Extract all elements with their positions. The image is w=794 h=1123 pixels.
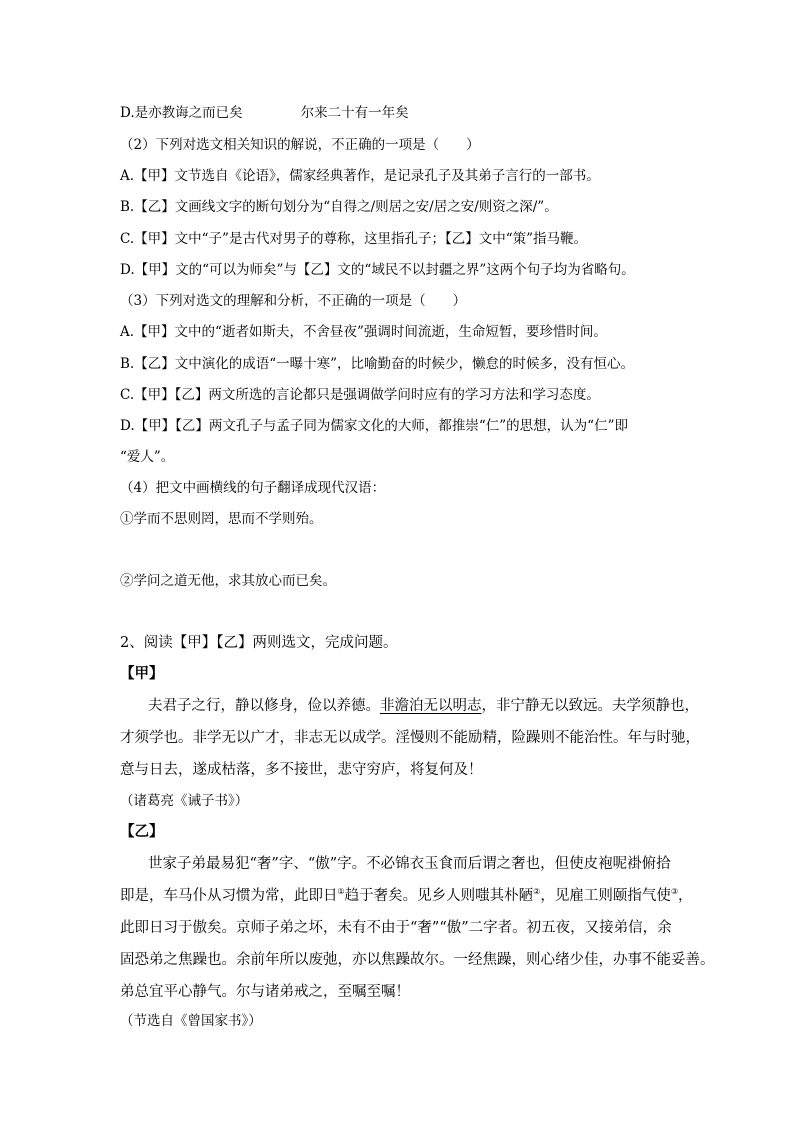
q4-sentence-2: ②学问之道无他，求其放心而已矣。 xyxy=(120,573,336,589)
jia-label: 【甲】 xyxy=(120,665,164,682)
q3-option-d-line2: “爱人”。 xyxy=(120,449,175,465)
yi-source: （节选自《曾国家书》） xyxy=(120,1013,262,1029)
jia-paragraph-line3: 意与日去，遂成枯落，多不接世，悲守穷庐，将复何及！ xyxy=(120,762,483,778)
q3-option-c: C.【甲】【乙】两文所选的言论都只是强调做学问时应有的学习方法和学习态度。 xyxy=(120,387,600,403)
q1-option-d-left: D.是亦教诲之而已矣 xyxy=(120,105,243,121)
q3-stem: （3）下列对选文的理解和分析，不正确的一项是（ ） xyxy=(120,293,467,309)
jia-paragraph-line2: 才须学也。非学无以广才，非志无以成学。淫慢则不能励精，险躁则不能治性。年与时驰， xyxy=(120,730,700,746)
q2-option-a: A.【甲】文节选自《论语》，儒家经典著作，是记录孔子及其弟子言行的一部书。 xyxy=(120,168,600,184)
q4-sentence-1: ①学而不思则罔，思而不学则殆。 xyxy=(120,511,323,527)
jia-source: （诸葛亮《诫子书》） xyxy=(120,793,249,809)
yi-paragraph-line2: 即是，车马仆从习惯为常，此即日①趋于奢矣。见乡人则嗤其朴陋②，见雇工则颐指气使③， xyxy=(120,887,693,904)
q1-option-d xyxy=(120,104,409,122)
yi-paragraph-line1: 世家子弟最易犯“奢”字、“傲”字。不必锦衣玉食而后谓之奢也，但使皮袍呢褂俯拾 xyxy=(148,856,671,872)
footnote-2: ② xyxy=(533,887,541,897)
yi-label: 【乙】 xyxy=(120,823,164,840)
q2-stem: （2）下列对选文相关知识的解说，不正确的一项是（ ） xyxy=(120,137,480,153)
footnote-3: ③ xyxy=(670,887,679,897)
q3-option-a: A.【甲】文中的“逝者如斯夫，不舍昼夜”强调时间流逝，生命短暂，要珍惜时间。 xyxy=(120,324,607,340)
q2-option-c: C.【甲】文中“子”是古代对男子的尊称，这里指孔子；【乙】文中“策”指马鞭。 xyxy=(120,231,587,247)
underlined-sentence: 非澹泊无以明志 xyxy=(380,698,482,714)
q4-stem: （4）把文中画横线的句子翻译成现代汉语： xyxy=(120,480,386,496)
q3-option-b: B.【乙】文中演化的成语“一曝十寒”，比喻勤奋的时候少，懒怠的时候多，没有恒心。 xyxy=(120,356,635,372)
q2-option-b: B.【乙】文画线文字的断句划分为“自得之/则居之安/居之安/则资之深/”。 xyxy=(120,199,558,215)
q2-option-d: D.【甲】文的“可以为师矣”与【乙】文的“域民不以封疆之界”这两个句子均为省略句。 xyxy=(120,262,635,278)
q3-option-d-line1: D.【甲】【乙】两文孔子与孟子同为儒家文化的大师，都推崇“仁”的思想，认为“仁”即 xyxy=(120,418,628,434)
yi-paragraph-line5: 弟总宜平心静气。尔与诸弟戒之，至嘱至嘱！ xyxy=(120,984,410,1000)
jia-paragraph-line1: 夫君子之行，静以修身，俭以养德。非澹泊无以明志，非宁静无以致远。夫学须静也， xyxy=(148,698,699,714)
yi-paragraph-line4: 固恐弟之焦躁也。余前年所以废弛，亦以焦躁故尔。一经焦躁，则心绪少佳，办事不能妥善。 xyxy=(120,952,715,968)
question-2-title: 2、阅读【甲】【乙】两则选文，完成问题。 xyxy=(120,635,398,651)
footnote-1: ① xyxy=(337,887,345,897)
yi-paragraph-line3: 此即日习于傲矣。京师子弟之坏，未有不由于“奢”“傲”二字者。初五夜，又接弟信，余 xyxy=(120,920,672,936)
q1-option-d-right: 尔来二十有一年矣 xyxy=(300,105,409,121)
